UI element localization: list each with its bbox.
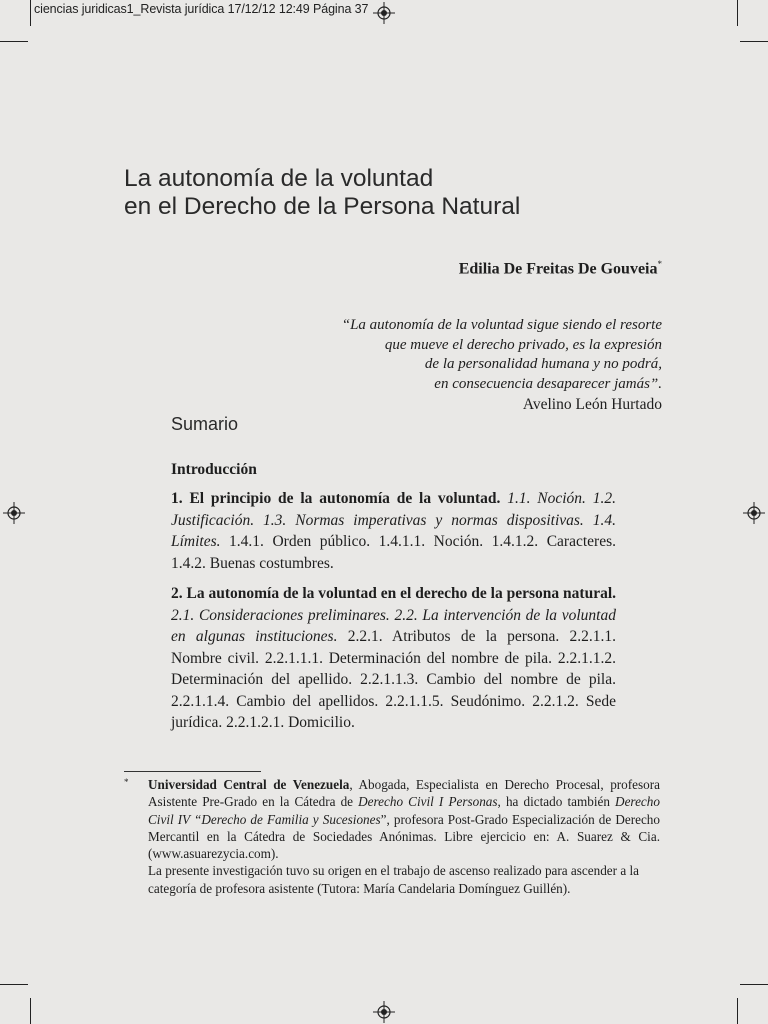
footnote-rule <box>124 771 261 772</box>
section-2-items: 2.2.1. Atributos de la persona. 2.2.1.1. Nombre civil. 2.2.1.1.1. Determinación del nombre de pila. 2.2.1.1.2. Determinación del apellido. 2.2.1.1.3. Cambio del nombre de pila. 2.2.1.1.4. Cambio del apellidos. 2.2.1.1.5. Seudónimo. 2.2.1.2. Sede jurídica. 2.2.1.2.1. Domicilio. <box>171 628 616 731</box>
author-footnote-mark: * <box>657 259 662 269</box>
epigraph-line: en consecuencia desaparecer jamás”. <box>434 375 662 392</box>
epigraph-line: que mueve el derecho privado, es la expresión <box>384 336 662 353</box>
registration-mark-left-icon <box>3 502 25 524</box>
author-name: Edilia De Freitas De Gouveia <box>458 260 658 278</box>
sumario-heading: Sumario <box>171 414 239 434</box>
section-1-items: 1.4.1. Orden público. 1.4.1.1. Noción. 1.4.1.2. Caracteres. 1.4.2. Buenas costumbres. <box>171 533 616 572</box>
crop-mark-bottom-right-v <box>737 998 738 1024</box>
footnote-text: , ha dictado también <box>497 794 616 810</box>
crop-mark-bottom-right-h <box>740 984 768 985</box>
epigraph-line: “La autonomía de la voluntad sigue siendo el resorte <box>341 317 662 333</box>
crop-mark-bottom-left-h <box>0 984 28 985</box>
crop-mark-top-left-v <box>30 0 31 26</box>
registration-mark-bottom-icon <box>373 1001 395 1023</box>
section-1-subsections: 1.1. Noción. 1.2. Justificación. 1.3. Normas imperativas y normas dispositivas. 1.4. Límites. <box>171 490 617 550</box>
title-line-1: La autonomía de la voluntad <box>124 165 434 192</box>
title-line-2: en el Derecho de la Persona Natural <box>124 193 521 220</box>
print-slug: ciencias juridicas1_Revista jurídica 17/12/12 12:49 Página 37 <box>34 2 369 16</box>
registration-mark-top-icon <box>373 2 395 24</box>
footnote-institution: Universidad Central de Venezuela <box>148 777 350 792</box>
crop-mark-top-left-h <box>0 41 28 42</box>
intro-entry: Introducción <box>171 461 257 478</box>
footnote-course-1: Derecho Civil I Personas <box>358 794 498 810</box>
registration-mark-right-icon <box>743 502 765 524</box>
footnote-course-2: Derecho Civil IV “Derecho de Familia y Sucesiones <box>148 794 660 827</box>
section-2-entry <box>171 583 616 734</box>
section-2-subsections: 2.1. Consideraciones preliminares. 2.2. La intervención de la voluntad en algunas instituciones. <box>171 606 616 645</box>
crop-mark-bottom-left-v <box>30 998 31 1024</box>
author <box>459 259 662 278</box>
footnote-paragraph <box>148 776 660 862</box>
epigraph <box>242 316 662 394</box>
footnote-mark: * <box>124 777 129 787</box>
footnote-text: , Abogada, Especialista en Derecho Procesal, profesora Asistente Pre-Grado en la Cátedra de <box>148 777 660 810</box>
footnote-text: ”, profesora Post-Grado Especialización de Derecho Mercantil en la Cátedra de Sociedades Anónimas. Libre ejercicio en: A. Suarez & Cia. (www.asuarezycia.com). <box>148 811 660 862</box>
crop-mark-top-right-v <box>737 0 738 26</box>
section-1-title: 1. El principio de la autonomía de la voluntad. <box>171 490 501 507</box>
epigraph-line: de la personalidad humana y no podrá, <box>424 356 662 372</box>
article-title <box>124 165 520 221</box>
epigraph-attribution: Avelino León Hurtado <box>522 396 662 413</box>
footnote-note: La presente investigación tuvo su origen en el trabajo de ascenso realizado para ascender a la categoría de profesora asistente (Tutora: María Candelaria Domínguez Guillén). <box>148 863 640 896</box>
section-1-entry <box>171 488 616 574</box>
footnote <box>124 776 660 897</box>
crop-mark-top-right-h <box>740 41 768 42</box>
section-2-title: 2. La autonomía de la voluntad en el derecho de la persona natural. <box>171 585 616 602</box>
